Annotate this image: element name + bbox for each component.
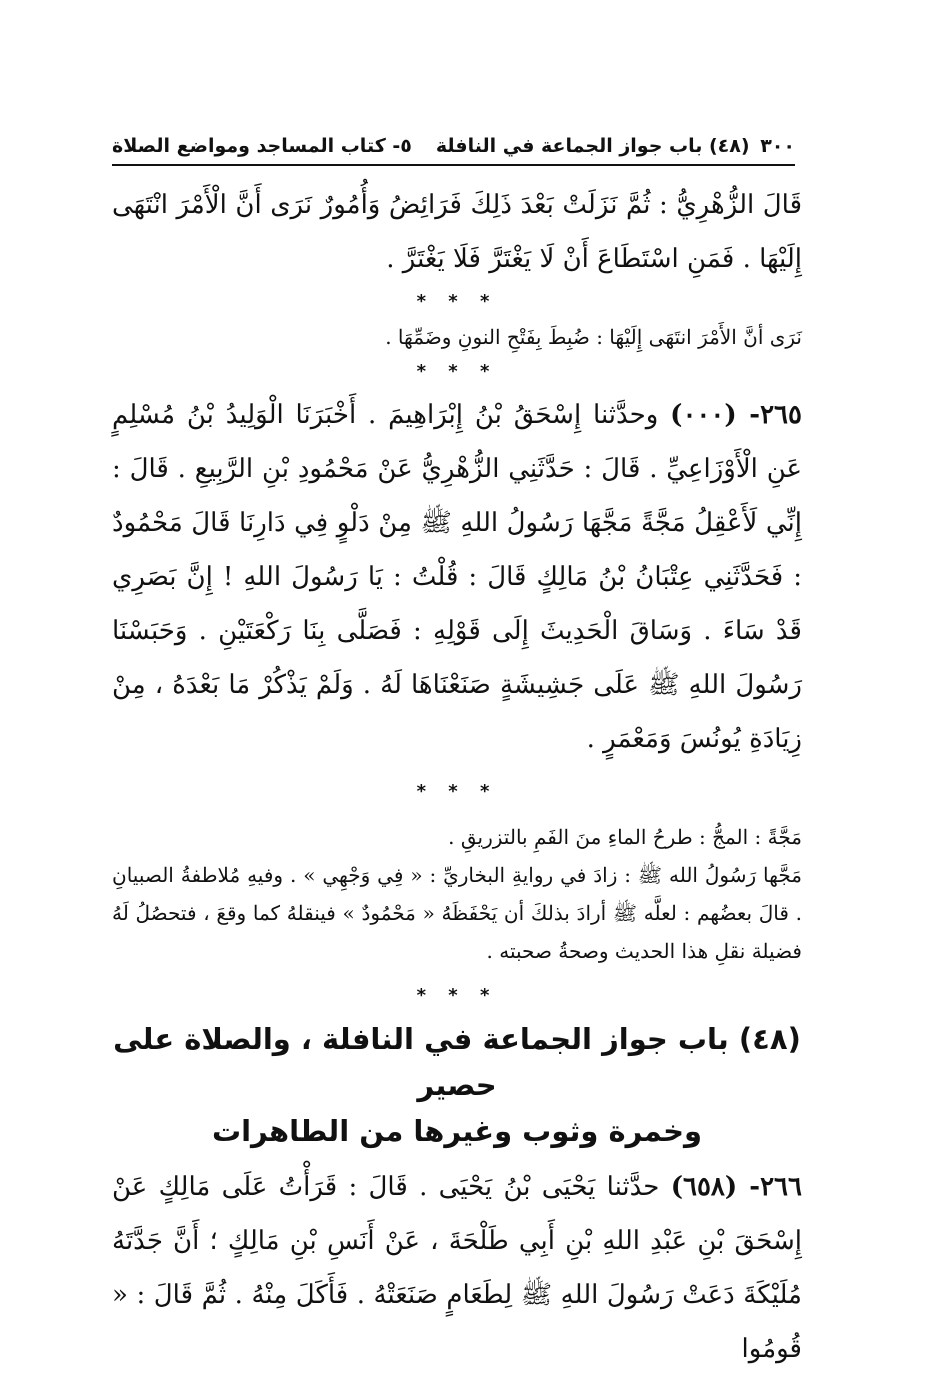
footnote-majjaha-explanation: مَجَّها رَسُولُ الله ﷺ : زادَ في روايةِ البخاريِّ : « فِي وَجْهِي » . وفيهِ مُلاطفةُ الصبيانِ . قالَ بعضُهم : لعلَّه ﷺ أرادَ بذلكَ أن يَحْفَظَهُ « مَحْمُودٌ » فينقلهُ كما وقعَ ، فتحصُلُ لَهُ فضيلة نقلِ هذا الحديث وصحةُ صحبته . (112, 863, 802, 963)
hadith-266 (112, 1160, 802, 1376)
chapter-reference: (٤٨) باب جواز الجماعة في النافلة (435, 135, 750, 157)
separator-stars: * * * (416, 291, 498, 312)
header-titles (112, 135, 750, 157)
hadith-text: حدَّثنا يَحْيَى بْنُ يَحْيَى . قَالَ : قَرَأْتُ عَلَى مَالِكٍ عَنْ إِسْحَقَ بْنِ عَبْدِ اللهِ بْنِ أَبِي طَلْحَةَ ، عَنْ أَنَسِ بْنِ مَالِكٍ ؛ أَنَّ جَدَّتَهُ مُلَيْكَةَ دَعَتْ رَسُولَ اللهِ ﷺ لِطَعَامٍ صَنَعَتْهُ . فَأَكَلَ مِنْهُ . ثُمَّ قَالَ : « قُومُوا (112, 1172, 802, 1364)
hadith-265 (112, 388, 802, 766)
page-header (112, 128, 795, 166)
hadith-number: ٢٦٦- (٦٥٨) (670, 1172, 802, 1202)
separator-stars: * * * (416, 985, 498, 1006)
chapter-heading (112, 1016, 802, 1154)
separator-stars: * * * (416, 781, 498, 802)
zuhri-statement: قَالَ الزُّهْرِيُّ : ثُمَّ نَزَلَتْ بَعْدَ ذَلِكَ فَرَائِضُ وَأُمُورٌ نَرَى أَنَّ الْأَمْرَ انْتَهَى إِلَيْهَا . فَمَنِ اسْتَطَاعَ أَنْ لَا يَغْتَرَّ فَلَا يَغْتَرَّ . (112, 190, 802, 274)
book-reference: ٥- كتاب المساجد ومواضع الصلاة (112, 135, 412, 157)
hadith-number: ٢٦٥- (٠٠٠) (670, 400, 802, 430)
footnote-majjah-definition: مَجَّةً : المجُّ : طرحُ الماءِ منَ الفَمِ بالتزريقِ . (448, 825, 802, 849)
page-number: ٣٠٠ (760, 135, 795, 157)
footnote-nara: نَرَى أنَّ الأَمْرَ انتَهَى إِلَيْهَا : ضُبِطَ بِفَتْحِ النونِ وضَمِّهَا . (385, 325, 802, 349)
hadith-text: وحدَّثنا إِسْحَقُ بْنُ إِبْرَاهِيمَ . أَخْبَرَنَا الْوَلِيدُ بْنُ مُسْلِمٍ عَنِ الْأَوْزَاعِيِّ . قَالَ : حَدَّثَنِي الزُّهْرِيُّ عَنْ مَحْمُودِ بْنِ الرَّبِيعِ . قَالَ : إِنِّي لَأَعْقِلُ مَجَّةً مَجَّهَا رَسُولُ اللهِ ﷺ مِنْ دَلْوٍ فِي دَارِنَا قَالَ مَحْمُودٌ : فَحَدَّثَنِي عِتْبَانُ بْنُ مَالِكٍ قَالَ : قُلْتُ : يَا رَسُولَ اللهِ ! إِنَّ بَصَرِي قَدْ سَاءَ . وَسَاقَ الْحَدِيثَ إِلَى قَوْلِهِ : فَصَلَّى بِنَا رَكْعَتَيْنِ . وَحَبَسْنَا رَسُولَ اللهِ ﷺ عَلَى جَشِيشَةٍ صَنَعْنَاهَا لَهُ . وَلَمْ يَذْكُرْ مَا بَعْدَهُ ، مِنْ زِيَادَةِ يُونُسَ وَمَعْمَرٍ . (112, 400, 802, 754)
chapter-heading-line2: وخمرة وثوب وغيرها من الطاهرات (211, 1114, 703, 1148)
page-body (112, 178, 802, 1376)
separator-stars: * * * (416, 361, 498, 382)
chapter-heading-line1: (٤٨) باب جواز الجماعة في النافلة ، والصلاة على حصير (113, 1022, 801, 1102)
